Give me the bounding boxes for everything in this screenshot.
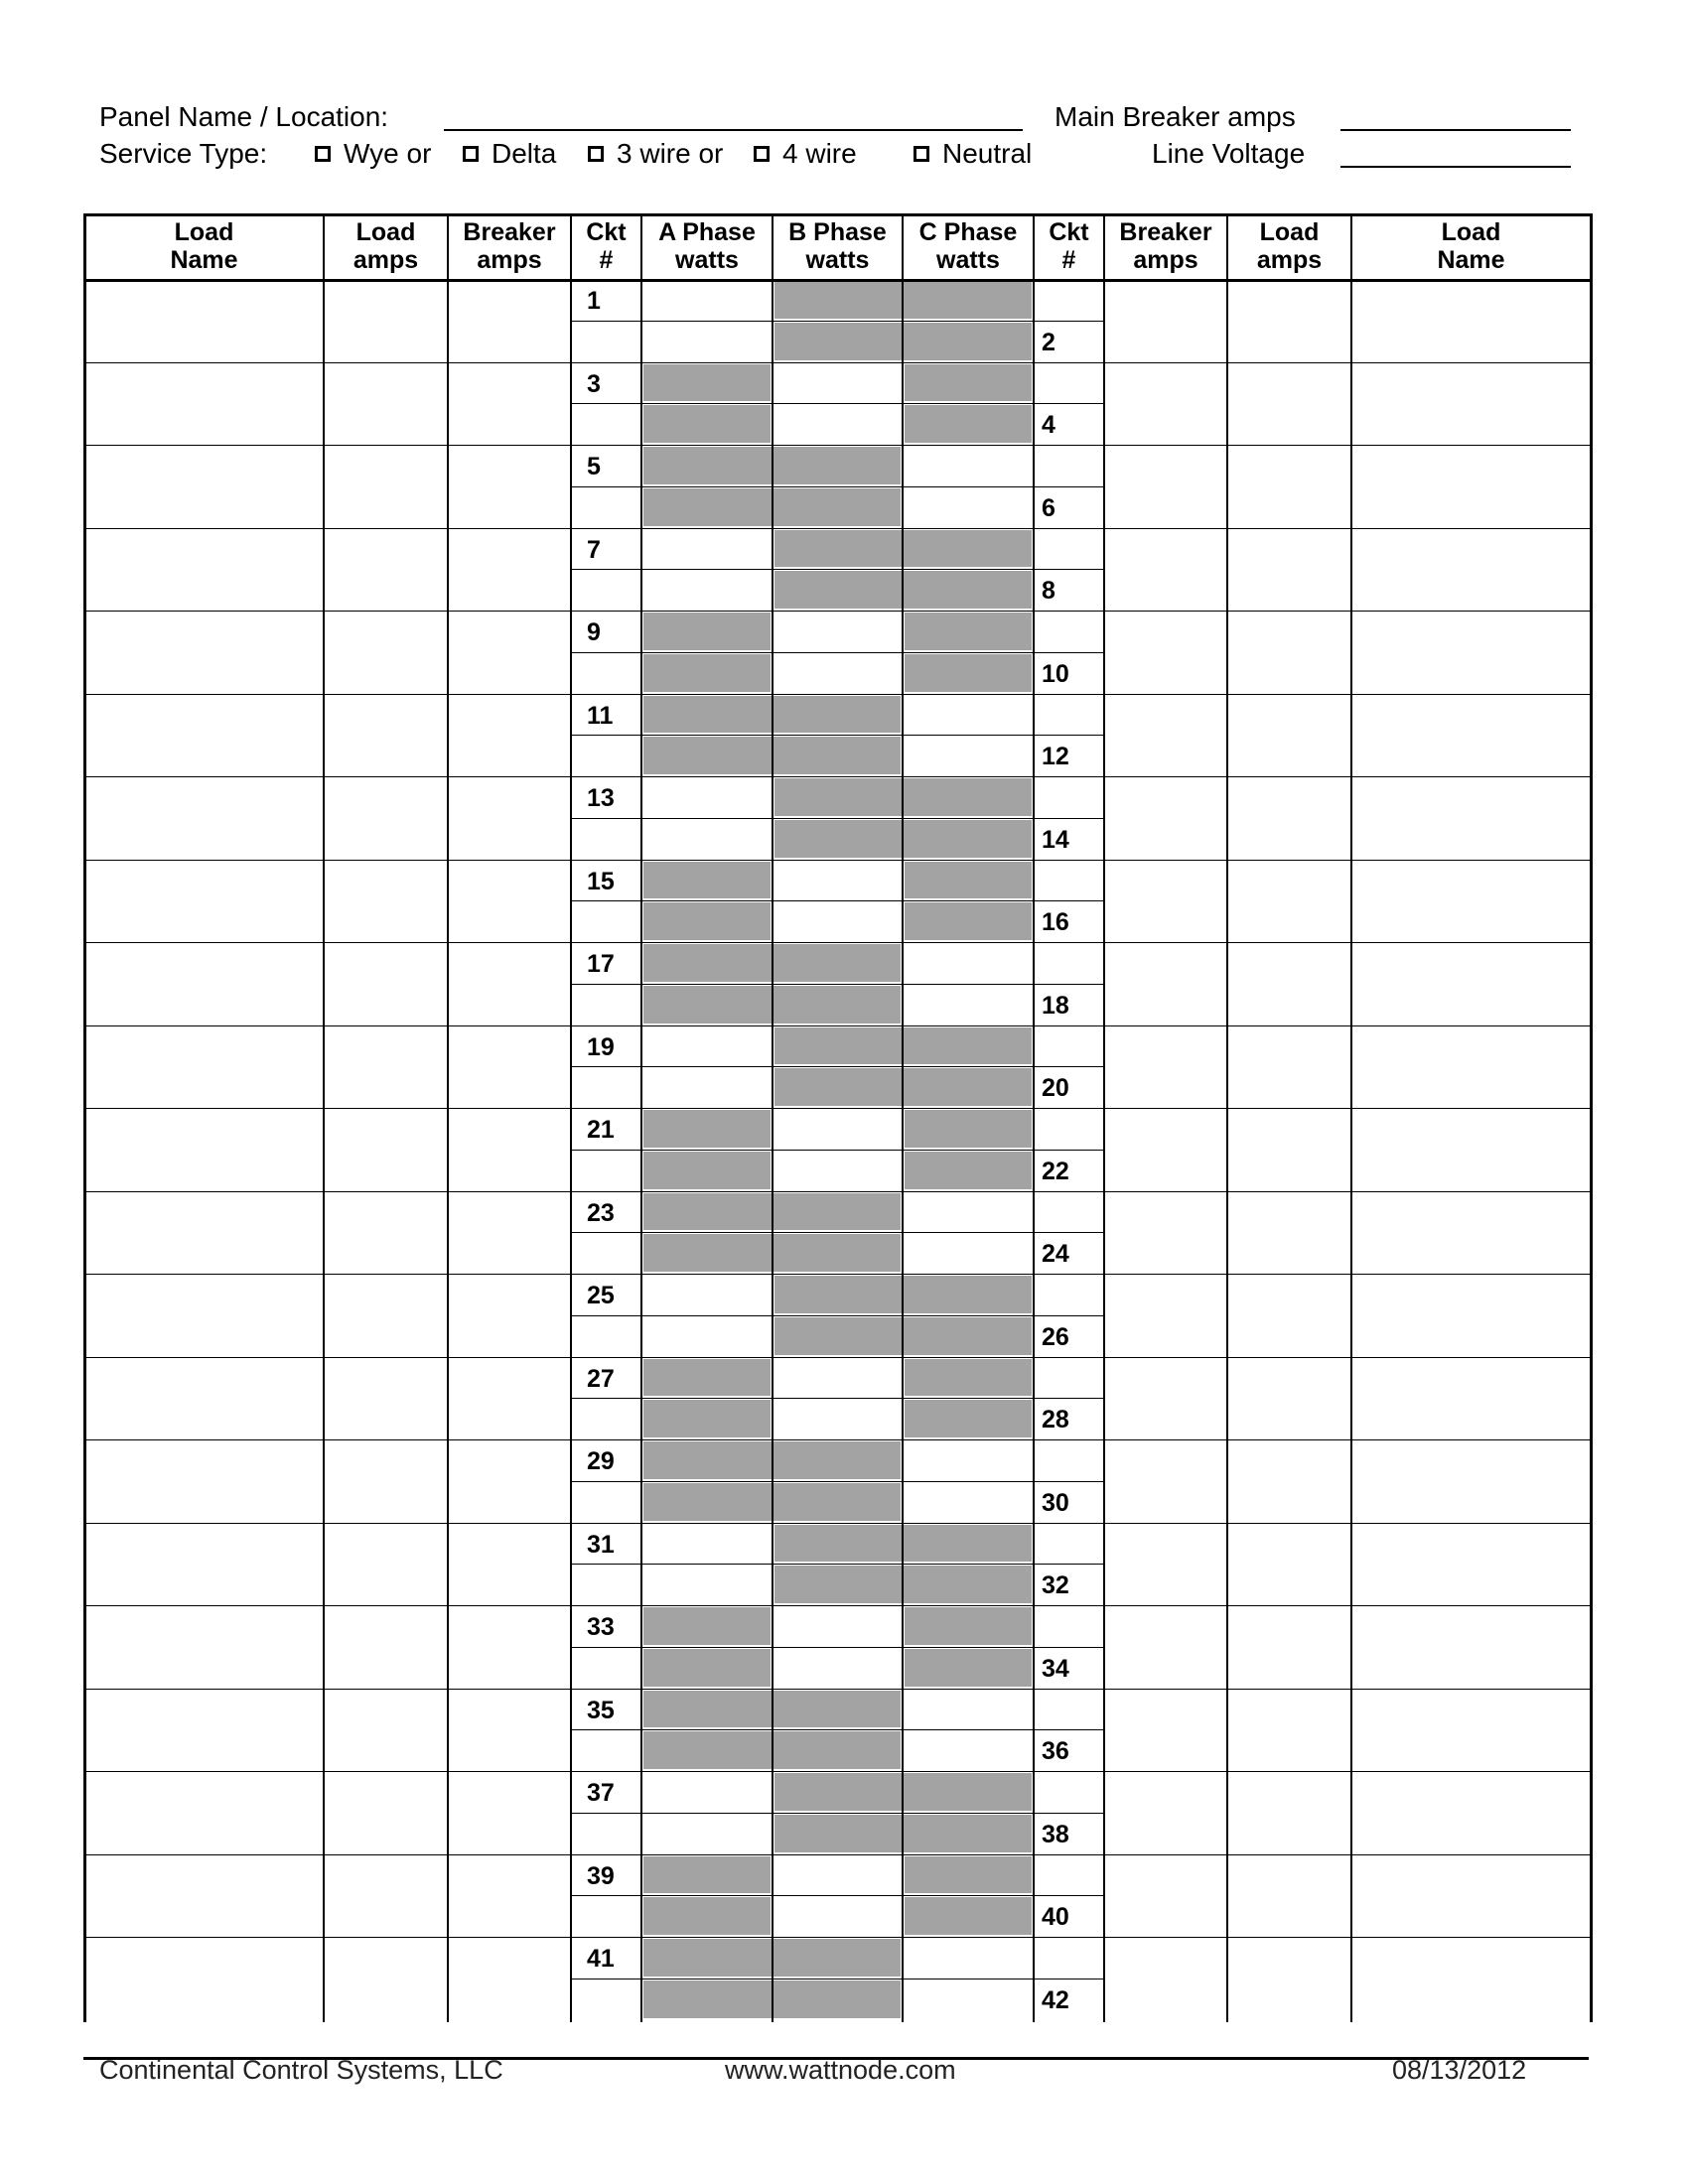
column-rule — [772, 213, 774, 2022]
sub-row-rule — [571, 569, 1104, 570]
even-circuit-number: 40 — [1042, 1903, 1069, 1931]
footer-date: 08/13/2012 — [1392, 2055, 1527, 2085]
phase-shade — [905, 405, 1032, 443]
column-rule — [1033, 213, 1035, 2022]
column-header-line2: # — [599, 246, 614, 274]
column-header — [1034, 218, 1104, 274]
sub-row-rule — [571, 1813, 1104, 1814]
even-circuit-number: 32 — [1042, 1571, 1069, 1599]
phase-shade — [643, 1607, 771, 1645]
row-rule — [84, 1025, 1591, 1026]
column-header-line2: watts — [936, 246, 1000, 274]
column-header — [1227, 218, 1351, 274]
phase-shade — [643, 1897, 771, 1935]
odd-circuit-number: 9 — [587, 618, 601, 646]
odd-circuit-number: 3 — [587, 370, 601, 398]
phase-shade — [905, 1359, 1032, 1397]
even-circuit-number: 24 — [1042, 1240, 1069, 1268]
phase-shade — [643, 862, 771, 899]
even-circuit-number: 28 — [1042, 1406, 1069, 1433]
column-rule — [1226, 213, 1228, 2022]
column-header — [641, 218, 773, 274]
four-wire-option-label: 4 wire — [782, 138, 857, 169]
column-rule — [1590, 213, 1593, 2022]
table-top-rule — [84, 213, 1591, 216]
column-header-line1: A Phase — [658, 218, 756, 246]
sub-row-rule — [571, 1315, 1104, 1316]
even-circuit-number: 42 — [1042, 1986, 1069, 2014]
phase-shade — [905, 613, 1032, 650]
column-rule — [640, 213, 642, 2022]
phase-shade — [643, 654, 771, 692]
even-circuit-number: 36 — [1042, 1737, 1069, 1765]
phase-shade — [643, 902, 771, 940]
wye-option-label: Wye or — [344, 138, 432, 169]
panel-name-label: Panel Name / Location: — [99, 101, 389, 132]
column-header — [571, 218, 641, 274]
odd-circuit-number: 21 — [587, 1116, 615, 1144]
sub-row-rule — [571, 652, 1104, 653]
sub-row-rule — [571, 1647, 1104, 1648]
phase-shade — [905, 1856, 1032, 1894]
column-header-line1: Breaker — [463, 218, 556, 246]
sub-row-rule — [571, 486, 1104, 487]
row-rule — [84, 362, 1591, 363]
column-rule — [1103, 213, 1105, 2022]
row-rule — [84, 1523, 1591, 1524]
odd-circuit-number: 7 — [587, 536, 601, 564]
odd-circuit-number: 1 — [587, 287, 601, 315]
row-rule — [84, 611, 1591, 612]
sub-row-rule — [571, 1150, 1104, 1151]
even-circuit-number: 20 — [1042, 1074, 1069, 1102]
odd-circuit-number: 17 — [587, 950, 615, 978]
phase-shade — [905, 1649, 1032, 1687]
line-voltage-label: Line Voltage — [1152, 138, 1306, 169]
column-header — [1351, 218, 1591, 274]
odd-circuit-number: 37 — [587, 1779, 615, 1807]
phase-shade — [643, 364, 771, 402]
service-type-label: Service Type: — [99, 138, 268, 169]
row-rule — [84, 1605, 1591, 1606]
even-circuit-number: 18 — [1042, 992, 1069, 1020]
header-bottom-rule — [84, 279, 1591, 282]
phase-shade — [905, 1400, 1032, 1437]
odd-circuit-number: 27 — [587, 1365, 615, 1393]
phase-shade — [643, 1400, 771, 1437]
even-circuit-number: 34 — [1042, 1655, 1069, 1683]
row-rule — [84, 445, 1591, 446]
odd-circuit-number: 19 — [587, 1033, 615, 1061]
sub-row-rule — [571, 900, 1104, 901]
column-header-line1: Load — [174, 218, 234, 246]
three-wire-option-label: 3 wire or — [617, 138, 724, 169]
even-circuit-number: 22 — [1042, 1158, 1069, 1185]
column-header-line1: B Phase — [788, 218, 887, 246]
phase-shade — [905, 862, 1032, 899]
column-header-line2: watts — [805, 246, 870, 274]
column-header — [1104, 218, 1227, 274]
phase-shade — [905, 654, 1032, 692]
phase-shade — [643, 1359, 771, 1397]
column-header-line1: Load — [1259, 218, 1320, 246]
row-rule — [84, 1937, 1591, 1938]
delta-option-label: Delta — [492, 138, 557, 169]
row-rule — [84, 1689, 1591, 1690]
odd-circuit-number: 15 — [587, 868, 615, 895]
footer-website: www.wattnode.com — [725, 2055, 956, 2085]
phase-shade — [643, 405, 771, 443]
even-circuit-number: 8 — [1042, 577, 1055, 605]
odd-circuit-number: 11 — [587, 702, 614, 730]
column-header-line2: amps — [1256, 246, 1323, 274]
column-header — [84, 218, 324, 274]
row-rule — [84, 528, 1591, 529]
odd-circuit-number: 13 — [587, 784, 615, 812]
odd-circuit-number: 31 — [587, 1531, 615, 1559]
row-rule — [84, 1439, 1591, 1440]
phase-shade — [905, 1607, 1032, 1645]
row-rule — [84, 1771, 1591, 1772]
even-circuit-number: 4 — [1042, 411, 1055, 439]
column-header-line2: # — [1061, 246, 1076, 274]
footer-company: Continental Control Systems, LLC — [99, 2055, 503, 2085]
sub-row-rule — [571, 984, 1104, 985]
column-header-line1: C Phase — [918, 218, 1018, 246]
column-header-line1: Load — [355, 218, 416, 246]
row-rule — [84, 1191, 1591, 1192]
column-header — [903, 218, 1034, 274]
sub-row-rule — [571, 818, 1104, 819]
column-rule — [83, 213, 86, 2022]
row-rule — [84, 694, 1591, 695]
column-header-line1: Breaker — [1119, 218, 1212, 246]
sub-row-rule — [571, 403, 1104, 404]
sub-row-rule — [571, 321, 1104, 322]
odd-circuit-number: 25 — [587, 1282, 615, 1309]
even-circuit-number: 6 — [1042, 494, 1055, 522]
phase-shade — [643, 1152, 771, 1189]
odd-circuit-number: 33 — [587, 1613, 615, 1641]
sub-row-rule — [571, 1895, 1104, 1896]
sub-row-rule — [571, 1232, 1104, 1233]
column-header-line2: Name — [170, 246, 238, 274]
row-rule — [84, 942, 1591, 943]
even-circuit-number: 10 — [1042, 660, 1069, 688]
odd-circuit-number: 35 — [587, 1697, 615, 1724]
phase-shade — [905, 364, 1032, 402]
column-rule — [323, 213, 325, 2022]
odd-circuit-number: 39 — [587, 1862, 615, 1890]
even-circuit-number: 14 — [1042, 826, 1069, 854]
row-rule — [84, 1357, 1591, 1358]
phase-shade — [643, 1856, 771, 1894]
row-rule — [84, 1274, 1591, 1275]
sub-row-rule — [571, 735, 1104, 736]
phase-shade — [643, 1110, 771, 1148]
odd-circuit-number: 23 — [587, 1199, 615, 1227]
column-rule — [447, 213, 449, 2022]
column-rule — [570, 213, 572, 2022]
row-rule — [84, 776, 1591, 777]
main-breaker-label: Main Breaker amps — [1055, 101, 1296, 132]
column-header — [773, 218, 903, 274]
odd-circuit-number: 29 — [587, 1447, 615, 1475]
column-header — [448, 218, 571, 274]
odd-circuit-number: 41 — [587, 1945, 615, 1973]
column-header-line2: amps — [1133, 246, 1198, 274]
row-rule — [84, 860, 1591, 861]
column-rule — [902, 213, 904, 2022]
sub-row-rule — [571, 1564, 1104, 1565]
even-circuit-number: 38 — [1042, 1821, 1069, 1848]
sub-row-rule — [571, 1066, 1104, 1067]
column-header-line2: amps — [352, 246, 419, 274]
phase-shade — [905, 1152, 1032, 1189]
even-circuit-number: 30 — [1042, 1489, 1069, 1517]
column-header-line2: Name — [1437, 246, 1505, 274]
column-header — [324, 218, 448, 274]
even-circuit-number: 16 — [1042, 908, 1069, 936]
phase-shade — [643, 613, 771, 650]
phase-shade — [905, 902, 1032, 940]
neutral-option-label: Neutral — [942, 138, 1033, 169]
column-header-line1: Ckt — [1049, 218, 1089, 246]
sub-row-rule — [571, 1481, 1104, 1482]
phase-shade — [643, 1649, 771, 1687]
column-header-line2: amps — [477, 246, 542, 274]
odd-circuit-number: 5 — [587, 453, 601, 480]
sub-row-rule — [571, 1398, 1104, 1399]
even-circuit-number: 12 — [1042, 743, 1069, 770]
column-header-line1: Ckt — [586, 218, 627, 246]
row-rule — [84, 1108, 1591, 1109]
column-header-line2: watts — [675, 246, 739, 274]
column-rule — [1350, 213, 1352, 2022]
phase-shade — [905, 1110, 1032, 1148]
phase-shade — [905, 1897, 1032, 1935]
sub-row-rule — [571, 1729, 1104, 1730]
even-circuit-number: 2 — [1042, 329, 1055, 356]
column-header-line1: Load — [1441, 218, 1501, 246]
even-circuit-number: 26 — [1042, 1323, 1069, 1351]
row-rule — [84, 1854, 1591, 1855]
